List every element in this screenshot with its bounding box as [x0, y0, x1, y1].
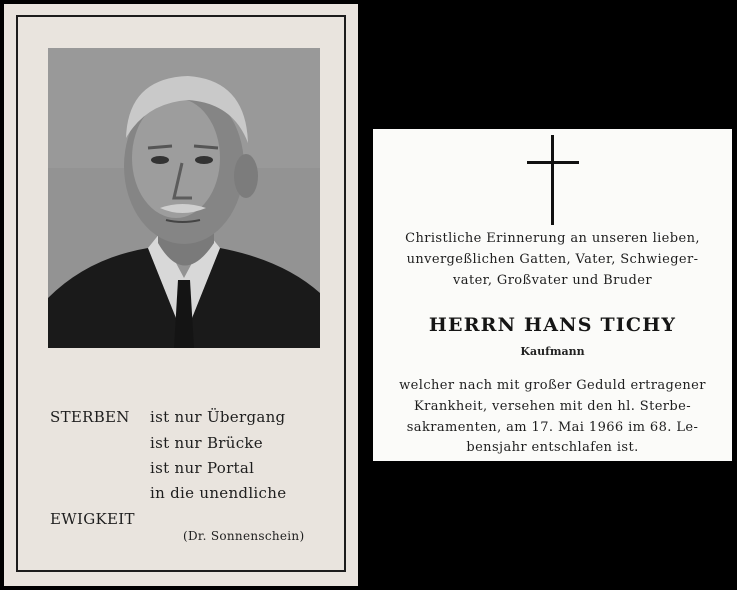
verse-line: ist nur Brücke — [150, 434, 263, 452]
body-line: bensjahr entschlafen ist. — [466, 440, 639, 455]
intro-line: Christliche Erinnerung an unseren lieben, — [405, 231, 700, 246]
verse-lead-word: STERBEN — [50, 408, 130, 426]
cross-icon — [527, 135, 579, 227]
verse-closing-word: EWIGKEIT — [50, 510, 135, 528]
verse-attribution: (Dr. Sonnenschein) — [183, 529, 305, 543]
intro-line: vater, Großvater und Bruder — [453, 273, 652, 288]
deceased-name: HERRN HANS TICHY — [428, 314, 677, 336]
verse-line: ist nur Übergang — [150, 408, 286, 426]
occupation: Kaufmann — [520, 345, 585, 358]
body-line: welcher nach mit großer Geduld ertragener — [399, 378, 706, 393]
body-line: Krankheit, versehen mit den hl. Sterbe- — [413, 399, 692, 414]
verse-line: in die unendliche — [150, 484, 287, 502]
verse-line: ist nur Portal — [150, 459, 255, 477]
intro-line: unvergeßlichen Gatten, Vater, Schwieger- — [406, 252, 699, 267]
body-line: sakramenten, am 17. Mai 1966 im 68. Le- — [406, 420, 699, 435]
